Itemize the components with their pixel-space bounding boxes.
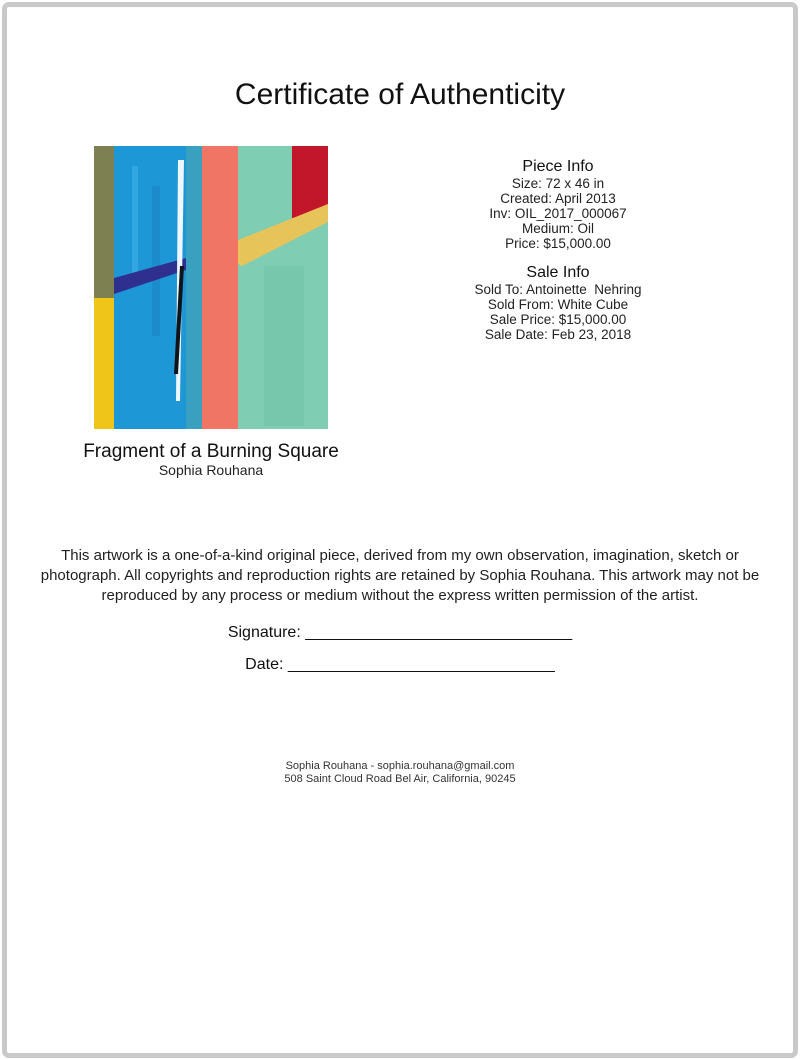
piece-medium: Medium: Oil	[521, 221, 594, 236]
art-coral-band	[202, 146, 238, 429]
sale-sold-from: Sold From: White Cube	[487, 297, 629, 312]
piece-info-heading: Piece Info	[522, 158, 594, 175]
footer-contact: Sophia Rouhana - sophia.rouhana@gmail.com	[285, 760, 515, 772]
date-line: Date: ______________________________	[245, 656, 555, 673]
sale-price: Sale Price: $15,000.00	[489, 312, 627, 327]
piece-created: Created: April 2013	[500, 191, 616, 206]
art-blue-streak	[132, 166, 138, 286]
sale-date: Sale Date: Feb 23, 2018	[484, 327, 632, 342]
piece-info-section	[428, 158, 688, 251]
authenticity-statement: This artwork is a one-of-a-kind original piece, derived from my own observation, imagination, sketch or photograph. All copyrights and reproduction rights are retained by Sophia Rouhana. This artwork may not be reproduced by any process or medium without the express written permission of the artist.	[40, 547, 760, 604]
sale-info-section	[428, 264, 688, 342]
footer-address: 508 Saint Cloud Road Bel Air, California, 90245	[284, 773, 516, 785]
signature-line: Signature: ______________________________	[227, 624, 573, 641]
piece-inventory: Inv: OIL_2017_000067	[489, 206, 627, 221]
page-title: Certificate of Authenticity	[234, 78, 566, 111]
sale-info-heading: Sale Info	[526, 264, 590, 281]
piece-price: Price: $15,000.00	[505, 236, 611, 251]
art-blue-streak-2	[152, 186, 160, 336]
piece-size: Size: 72 x 46 in	[511, 176, 605, 191]
sale-sold-to: Sold To: Antoinette Nehring	[474, 282, 642, 297]
art-mint-shade	[264, 266, 304, 426]
artwork-image	[94, 146, 328, 429]
art-teal-band	[186, 146, 202, 429]
artwork-title: Fragment of a Burning Square	[83, 441, 339, 462]
artwork-artist: Sophia Rouhana	[158, 462, 264, 478]
art-yellow-band	[94, 298, 114, 429]
footer	[0, 760, 800, 786]
